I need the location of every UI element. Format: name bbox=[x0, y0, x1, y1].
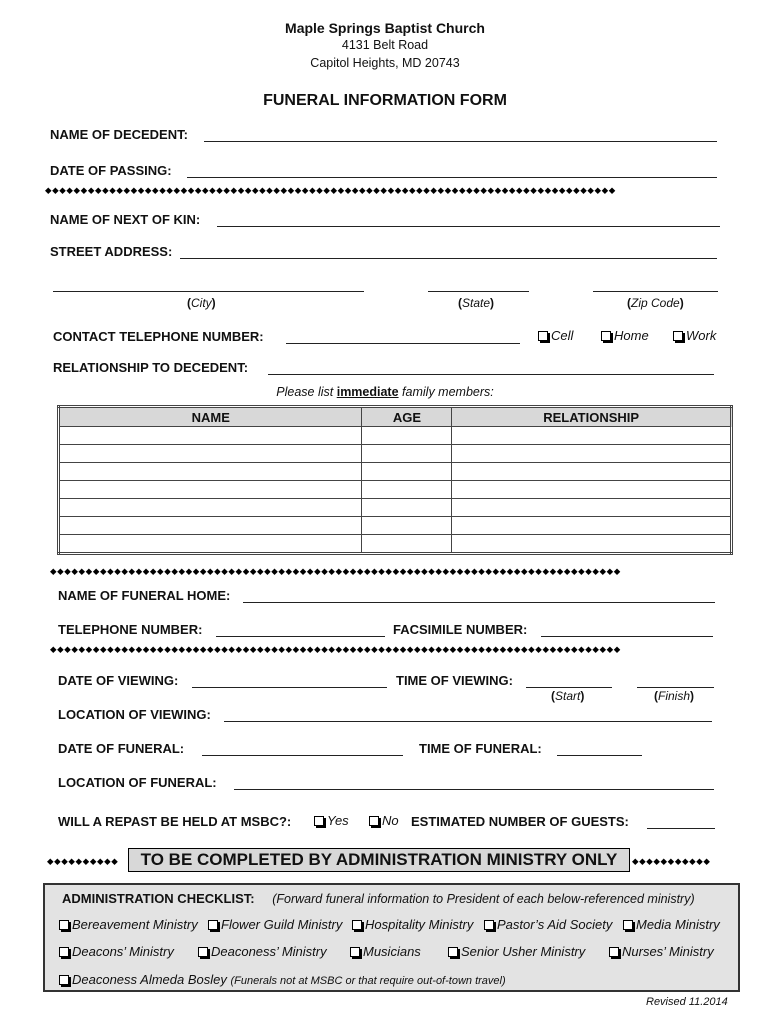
repast-no-checkbox[interactable]: No bbox=[369, 813, 399, 828]
funeral-home-label: NAME OF FUNERAL HOME: bbox=[58, 588, 231, 603]
viewing-location-field[interactable] bbox=[224, 721, 712, 722]
admin-banner: TO BE COMPLETED BY ADMINISTRATION MINISTRY ONLY bbox=[128, 848, 630, 872]
funeral-home-field[interactable] bbox=[243, 602, 715, 603]
date-of-passing-field[interactable] bbox=[187, 177, 717, 178]
table-row bbox=[59, 427, 732, 445]
zip-field[interactable] bbox=[593, 291, 718, 292]
contact-phone-field[interactable] bbox=[286, 343, 520, 344]
checkbox-icon bbox=[369, 816, 379, 826]
deacons-ministry-checkbox[interactable]: Deacons’ Ministry bbox=[59, 944, 174, 959]
cell-checkbox[interactable]: Cell bbox=[538, 328, 573, 343]
name-cell[interactable] bbox=[59, 463, 362, 481]
musicians-checkbox[interactable]: Musicians bbox=[350, 944, 421, 959]
funeral-date-field[interactable] bbox=[202, 755, 403, 756]
relationship-cell[interactable] bbox=[452, 463, 732, 481]
column-header-relationship: RELATIONSHIP bbox=[452, 407, 732, 427]
table-row bbox=[59, 445, 732, 463]
funeral-date-label: DATE OF FUNERAL: bbox=[58, 741, 185, 756]
relationship-cell[interactable] bbox=[452, 445, 732, 463]
name-cell[interactable] bbox=[59, 499, 362, 517]
table-row bbox=[59, 481, 732, 499]
age-cell[interactable] bbox=[362, 535, 452, 554]
name-cell[interactable] bbox=[59, 445, 362, 463]
checkbox-icon bbox=[601, 331, 611, 341]
checkbox-icon bbox=[59, 920, 69, 930]
family-instruction: Please list immediate family members: bbox=[276, 385, 494, 399]
funeral-location-field[interactable] bbox=[234, 789, 714, 790]
section-divider: ◆◆◆◆◆◆◆◆◆◆◆◆◆◆◆◆◆◆◆◆◆◆◆◆◆◆◆◆◆◆◆◆◆◆◆◆◆◆◆◆◆◆◆◆◆◆◆◆◆◆◆◆◆◆◆◆◆◆◆◆◆◆◆◆◆◆◆◆◆◆◆◆◆◆◆◆◆◆◆◆ bbox=[50, 644, 621, 654]
age-cell[interactable] bbox=[362, 445, 452, 463]
church-address-line1: 4131 Belt Road bbox=[341, 38, 429, 52]
church-address-line2: Capitol Heights, MD 20743 bbox=[310, 56, 460, 70]
viewing-start-field[interactable] bbox=[526, 687, 612, 688]
section-divider: ◆◆◆◆◆◆◆◆◆◆◆◆◆◆◆◆◆◆◆◆◆◆◆◆◆◆◆◆◆◆◆◆◆◆◆◆◆◆◆◆◆◆◆◆◆◆◆◆◆◆◆◆◆◆◆◆◆◆◆◆◆◆◆◆◆◆◆◆◆◆◆◆◆◆◆◆◆◆◆◆ bbox=[50, 566, 621, 576]
pastors-aid-society-checkbox[interactable]: Pastor’s Aid Society bbox=[484, 917, 612, 932]
checkbox-icon bbox=[314, 816, 324, 826]
family-members-table bbox=[57, 405, 733, 555]
name-cell[interactable] bbox=[59, 481, 362, 499]
contact-phone-label: CONTACT TELEPHONE NUMBER: bbox=[53, 329, 264, 344]
checkbox-icon bbox=[538, 331, 548, 341]
banner-divider-right: ◆◆◆◆◆◆◆◆◆◆◆ bbox=[632, 856, 711, 866]
checkbox-icon bbox=[623, 920, 633, 930]
relationship-cell[interactable] bbox=[452, 535, 732, 554]
table-row bbox=[59, 535, 732, 554]
work-checkbox[interactable]: Work bbox=[673, 328, 716, 343]
guests-field[interactable] bbox=[647, 828, 715, 829]
guests-label: ESTIMATED NUMBER OF GUESTS: bbox=[411, 814, 629, 829]
table-row bbox=[59, 517, 732, 535]
revised-date: Revised 11.2014 bbox=[646, 996, 728, 1008]
relationship-cell[interactable] bbox=[452, 499, 732, 517]
city-field[interactable] bbox=[53, 291, 364, 292]
start-caption: (Start) bbox=[551, 689, 585, 703]
flower-guild-ministry-checkbox[interactable]: Flower Guild Ministry bbox=[208, 917, 342, 932]
date-of-passing-label: DATE OF PASSING: bbox=[50, 163, 172, 178]
checkbox-icon bbox=[59, 975, 69, 985]
relationship-label: RELATIONSHIP TO DECEDENT: bbox=[53, 360, 249, 375]
checkbox-icon bbox=[609, 947, 619, 957]
name-cell[interactable] bbox=[59, 517, 362, 535]
checkbox-icon bbox=[198, 947, 208, 957]
funeral-home-phone-label: TELEPHONE NUMBER: bbox=[58, 622, 203, 637]
relationship-cell[interactable] bbox=[452, 517, 732, 535]
table-row bbox=[59, 499, 732, 517]
viewing-location-label: LOCATION OF VIEWING: bbox=[58, 707, 211, 722]
age-cell[interactable] bbox=[362, 517, 452, 535]
section-divider: ◆◆◆◆◆◆◆◆◆◆◆◆◆◆◆◆◆◆◆◆◆◆◆◆◆◆◆◆◆◆◆◆◆◆◆◆◆◆◆◆◆◆◆◆◆◆◆◆◆◆◆◆◆◆◆◆◆◆◆◆◆◆◆◆◆◆◆◆◆◆◆◆◆◆◆◆◆◆◆◆ bbox=[45, 185, 616, 195]
name-cell[interactable] bbox=[59, 535, 362, 554]
decedent-name-label: NAME OF DECEDENT: bbox=[50, 127, 188, 142]
nurses-ministry-checkbox[interactable]: Nurses’ Ministry bbox=[609, 944, 714, 959]
column-header-name: NAME bbox=[59, 407, 362, 427]
viewing-date-label: DATE OF VIEWING: bbox=[58, 673, 179, 688]
relationship-cell[interactable] bbox=[452, 481, 732, 499]
home-checkbox[interactable]: Home bbox=[601, 328, 649, 343]
hospitality-ministry-checkbox[interactable]: Hospitality Ministry bbox=[352, 917, 473, 932]
senior-usher-ministry-checkbox[interactable]: Senior Usher Ministry bbox=[448, 944, 585, 959]
church-name: Maple Springs Baptist Church bbox=[285, 20, 485, 36]
bereavement-ministry-checkbox[interactable]: Bereavement Ministry bbox=[59, 917, 198, 932]
banner-divider-left: ◆◆◆◆◆◆◆◆◆◆ bbox=[47, 856, 119, 866]
zip-caption: (Zip Code) bbox=[627, 296, 684, 310]
name-cell[interactable] bbox=[59, 427, 362, 445]
street-address-label: STREET ADDRESS: bbox=[50, 244, 173, 259]
repast-label: WILL A REPAST BE HELD AT MSBC?: bbox=[58, 814, 292, 829]
column-header-age: AGE bbox=[362, 407, 452, 427]
repast-yes-checkbox[interactable]: Yes bbox=[314, 813, 349, 828]
deaconess-ministry-checkbox[interactable]: Deaconess’ Ministry bbox=[198, 944, 327, 959]
viewing-time-label: TIME OF VIEWING: bbox=[396, 673, 513, 688]
next-of-kin-label: NAME OF NEXT OF KIN: bbox=[50, 212, 201, 227]
decedent-name-field[interactable] bbox=[204, 141, 717, 142]
funeral-time-label: TIME OF FUNERAL: bbox=[419, 741, 542, 756]
form-title: FUNERAL INFORMATION FORM bbox=[263, 92, 507, 109]
state-caption: (State) bbox=[458, 296, 495, 310]
checkbox-icon bbox=[448, 947, 458, 957]
funeral-location-label: LOCATION OF FUNERAL: bbox=[58, 775, 217, 790]
checkbox-icon bbox=[350, 947, 360, 957]
table-row bbox=[59, 463, 732, 481]
viewing-finish-field[interactable] bbox=[637, 687, 714, 688]
media-ministry-checkbox[interactable]: Media Ministry bbox=[623, 917, 720, 932]
age-cell[interactable] bbox=[362, 463, 452, 481]
fax-field[interactable] bbox=[541, 636, 713, 637]
funeral-home-phone-field[interactable] bbox=[216, 636, 385, 637]
viewing-date-field[interactable] bbox=[192, 687, 387, 688]
checkbox-icon bbox=[484, 920, 494, 930]
checkbox-icon bbox=[59, 947, 69, 957]
relationship-field[interactable] bbox=[268, 374, 714, 375]
admin-checklist-heading: ADMINISTRATION CHECKLIST: (Forward funeral information to President of each below-referenced ministry) bbox=[62, 891, 695, 906]
city-caption: (City) bbox=[187, 296, 216, 310]
next-of-kin-field[interactable] bbox=[217, 226, 720, 227]
checkbox-icon bbox=[208, 920, 218, 930]
age-cell[interactable] bbox=[362, 499, 452, 517]
state-field[interactable] bbox=[428, 291, 529, 292]
deaconess-almeda-bosley-checkbox[interactable]: Deaconess Almeda Bosley (Funerals not at MSBC or that require out-of-town travel) bbox=[59, 972, 506, 987]
street-address-field[interactable] bbox=[180, 258, 717, 259]
finish-caption: (Finish) bbox=[654, 689, 695, 703]
funeral-time-field[interactable] bbox=[557, 755, 642, 756]
age-cell[interactable] bbox=[362, 427, 452, 445]
age-cell[interactable] bbox=[362, 481, 452, 499]
fax-label: FACSIMILE NUMBER: bbox=[393, 622, 528, 637]
table-header-row bbox=[59, 407, 732, 427]
checkbox-icon bbox=[673, 331, 683, 341]
checkbox-icon bbox=[352, 920, 362, 930]
relationship-cell[interactable] bbox=[452, 427, 732, 445]
